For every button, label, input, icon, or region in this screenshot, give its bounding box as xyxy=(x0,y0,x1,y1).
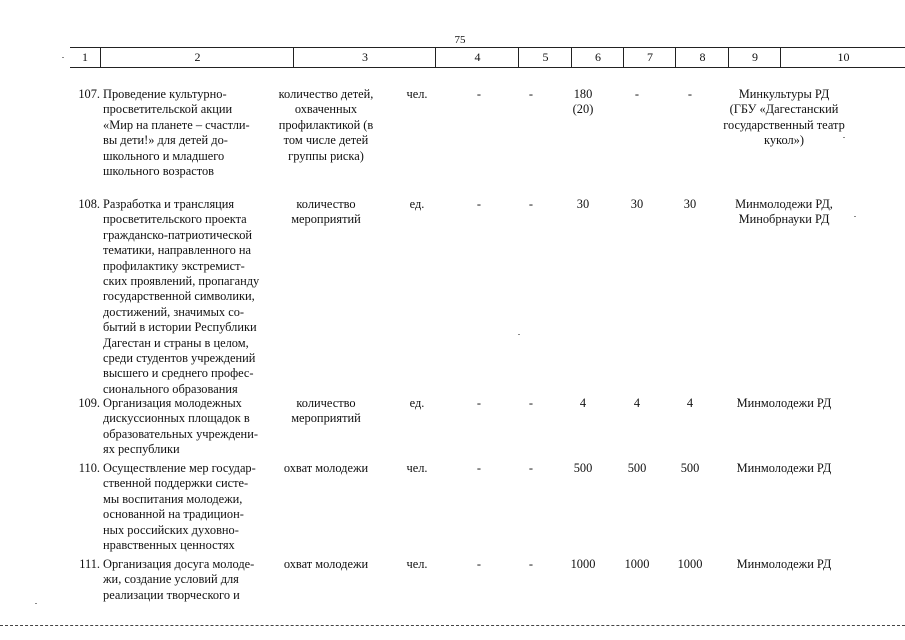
responsible: Минмолодежи РД xyxy=(736,557,832,571)
value-col-7: 30 xyxy=(576,197,590,211)
indicator: количество мероприятий xyxy=(291,197,361,227)
value-col-9: - xyxy=(687,87,693,101)
indicator: количество мероприятий xyxy=(291,396,361,426)
unit: чел. xyxy=(406,557,428,571)
scan-speck xyxy=(35,603,37,604)
value-col-6: - xyxy=(528,557,534,571)
value-col-5: - xyxy=(476,197,482,211)
header-col-2: 2 xyxy=(100,48,294,67)
value-col-5: - xyxy=(476,557,482,571)
value-col-6: - xyxy=(528,197,534,211)
activity-name: Проведение культурно- просветительской акции «Мир на планете – счастли- вы дети!» для детей до- школьного и младшего школьного возрастов xyxy=(103,87,250,179)
value-col-9: 500 xyxy=(680,461,700,475)
activity-name: Организация досуга молоде- жи, создание условий для реализации творческого и xyxy=(103,557,255,602)
header-col-1: 1 xyxy=(82,50,88,64)
responsible: Минкультуры РД (ГБУ «Дагестанский государственный театр кукол») xyxy=(723,87,845,148)
header-col-8: 8 xyxy=(675,48,729,67)
value-col-9: 30 xyxy=(683,197,697,211)
responsible: Минмолодежи РД, Минобрнауки РД xyxy=(735,197,833,227)
unit: ед. xyxy=(409,396,425,410)
value-col-7: 1000 xyxy=(570,557,596,571)
value-col-9: 4 xyxy=(686,396,694,410)
header-col-7: 7 xyxy=(623,48,676,67)
row-number: 108. xyxy=(78,197,100,211)
value-col-8: 1000 xyxy=(624,557,650,571)
row-number: 111. xyxy=(79,557,100,571)
indicator: охват молодежи xyxy=(283,557,369,571)
scan-speck xyxy=(843,137,845,138)
value-col-7: 180 (20) xyxy=(572,87,594,117)
value-col-8: 4 xyxy=(633,396,641,410)
responsible: Минмолодежи РД xyxy=(736,396,832,410)
activity-name: Разработка и трансляция просветительского проекта гражданско-патриотической тематики, направленного на профилактику экстремист- ских проявлений, пропаганду государственной символики, достижений, значимых со- бытий в истории Республики Дагестан и страны в целом, среди студентов учреждений высшего и среднего профес- сионального образования xyxy=(103,197,260,396)
scan-edge-line xyxy=(0,625,905,626)
responsible: Минмолодежи РД xyxy=(736,461,832,475)
value-col-8: 30 xyxy=(630,197,644,211)
unit: чел. xyxy=(406,461,428,475)
header-col-6: 6 xyxy=(571,48,624,67)
row-number: 109. xyxy=(78,396,100,410)
value-col-9: 1000 xyxy=(677,557,703,571)
indicator: охват молодежи xyxy=(283,461,369,475)
value-col-6: - xyxy=(528,87,534,101)
row-number: 107. xyxy=(78,87,100,101)
value-col-6: - xyxy=(528,461,534,475)
value-col-5: - xyxy=(476,396,482,410)
value-col-6: - xyxy=(528,396,534,410)
header-col-9: 9 xyxy=(728,48,781,67)
value-col-5: - xyxy=(476,87,482,101)
activity-name: Организация молодежных дискуссионных площадок в образовательных учреждени- ях республики xyxy=(103,396,258,457)
header-col-10: 10 xyxy=(780,48,905,67)
scan-speck xyxy=(62,57,64,58)
header-col-5: 5 xyxy=(518,48,572,67)
indicator: количество детей, охваченных профилактикой (в том числе детей группы риска) xyxy=(278,87,374,163)
value-col-7: 4 xyxy=(579,396,587,410)
unit: ед. xyxy=(409,197,425,211)
row-number: 110. xyxy=(78,461,100,475)
header-col-3: 3 xyxy=(293,48,436,67)
value-col-8: 500 xyxy=(627,461,647,475)
activity-name: Осуществление мер государ- ственной поддержки систе- мы воспитания молодежи, основанной на традицион- ных российских духовно- нравственных ценностях xyxy=(103,461,256,553)
value-col-8: - xyxy=(634,87,640,101)
table-header-row xyxy=(70,47,905,68)
page-number: 75 xyxy=(454,34,466,46)
scan-speck xyxy=(854,216,856,217)
value-col-5: - xyxy=(476,461,482,475)
scan-speck xyxy=(518,334,520,335)
value-col-7: 500 xyxy=(573,461,593,475)
header-col-4: 4 xyxy=(435,48,519,67)
unit: чел. xyxy=(406,87,428,101)
